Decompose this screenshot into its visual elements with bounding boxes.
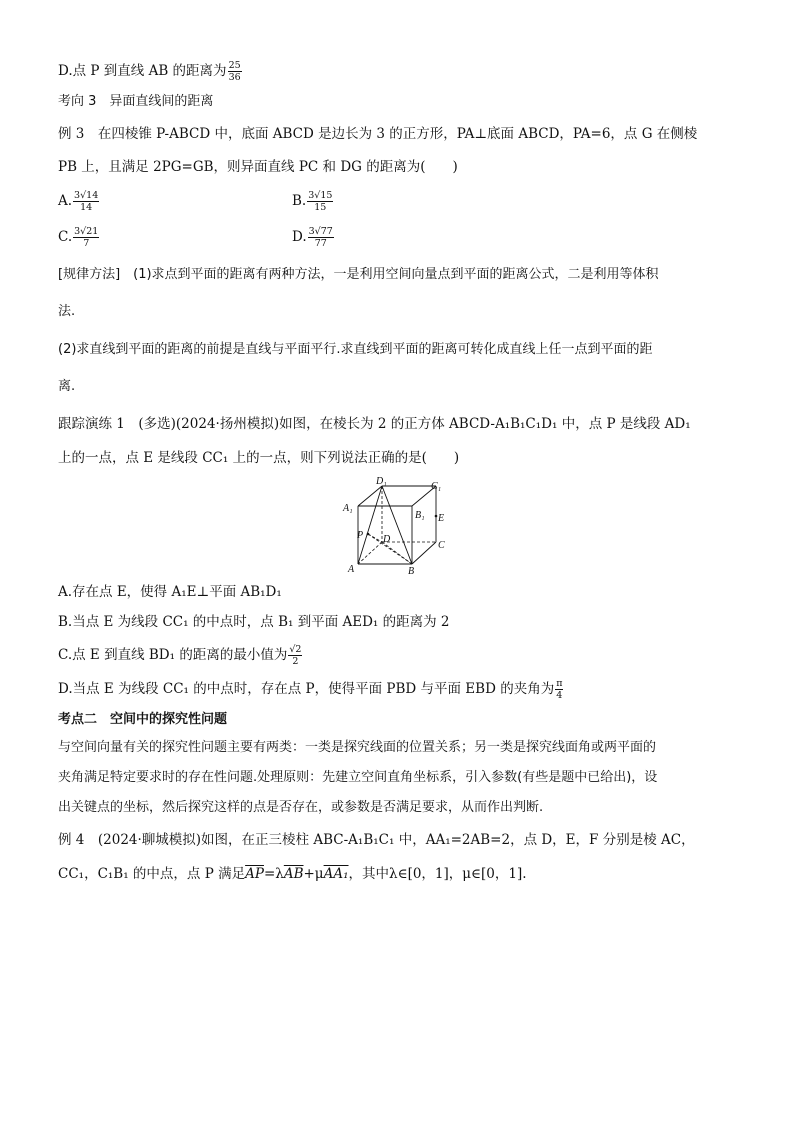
label-d1: D₁	[376, 476, 387, 487]
frac-den: 77	[314, 238, 327, 249]
point-p	[367, 533, 370, 536]
eq-lambda: =λ	[263, 866, 284, 882]
cube-figure	[338, 476, 460, 580]
fraction	[555, 678, 563, 701]
method-line2: 法.	[58, 304, 76, 319]
frac-num: π	[556, 678, 563, 689]
option-label: D.	[292, 229, 307, 245]
label-c: C	[438, 540, 445, 551]
method-line1: [规律方法] (1)求点到平面的距离有两种方法，一是利用空间向量点到平面的距离公式，二是利用等体积	[58, 267, 659, 282]
option-label: B.	[292, 193, 307, 209]
frac-den: 14	[80, 202, 93, 213]
option-label: A.	[58, 193, 73, 209]
fraction	[288, 644, 302, 667]
label-a: A	[348, 564, 355, 575]
label-b1: B₁	[415, 510, 425, 521]
example3-option-a	[58, 190, 100, 213]
example3-line2: PB 上，且满足 2PG=GB，则异面直线 PC 和 DG 的距离为( )	[58, 159, 458, 175]
example3-option-c	[58, 226, 100, 249]
edge-ad1	[358, 486, 382, 564]
frac-den: 2	[292, 656, 299, 667]
edge	[358, 486, 382, 506]
option-label: C.	[58, 229, 73, 245]
example4-line1: 例 4 (2024·聊城模拟)如图，在正三棱柱 ABC-A₁B₁C₁ 中，AA₁=2AB=2，点 D，E，F 分别是棱 AC，	[58, 832, 695, 848]
fraction	[73, 190, 99, 213]
vector-ap: $\overline{AP}$	[245, 866, 264, 882]
follow1-option-c	[58, 644, 303, 667]
follow1-line1: 跟踪演练 1 (多选)(2024·扬州模拟)如图，在棱长为 2 的正方体 ABCD-A₁B₁C₁D₁ 中，点 P 是线段 AD₁	[58, 416, 691, 432]
keypoint2-para-line2: 夹角满足特定要求时的存在性问题.处理原则：先建立空间直角坐标系，引入参数(有些是题中已给出)，设	[58, 770, 658, 785]
prev-option-d-text: D.点 P 到直线 AB 的距离为	[58, 63, 227, 79]
example3-option-b	[292, 190, 334, 213]
option-d-text: D.当点 E 为线段 CC₁ 的中点时，存在点 P，使得平面 PBD 与平面 EBD 的夹角为	[58, 681, 555, 697]
label-c1: C₁	[431, 481, 442, 492]
label-b: B	[408, 566, 415, 577]
frac-num: 3√77	[308, 226, 333, 237]
fraction	[308, 226, 334, 249]
section-k3-title: 考向 3 异面直线间的距离	[58, 94, 214, 109]
fraction	[73, 226, 99, 249]
fraction	[307, 190, 333, 213]
label-a1: A₁	[343, 503, 353, 514]
frac-num: 3√14	[74, 190, 99, 201]
option-c-text: C.点 E 到直线 BD₁ 的距离的最小值为	[58, 647, 288, 663]
frac-den: 15	[314, 202, 327, 213]
label-d: D	[383, 534, 391, 545]
follow1-option-d	[58, 678, 564, 701]
method-line4: 离.	[58, 379, 76, 394]
follow1-option-b: B.当点 E 为线段 CC₁ 的中点时，点 B₁ 到平面 AED₁ 的距离为 2	[58, 614, 450, 630]
frac-num: √2	[289, 644, 302, 655]
frac-den: 36	[228, 72, 241, 83]
edge	[412, 542, 436, 564]
example4-line2-end: ，其中λ∈[0，1]，μ∈[0，1].	[348, 866, 527, 882]
hidden-edge	[368, 534, 382, 542]
example4-line2	[58, 864, 527, 884]
label-e: E	[438, 513, 445, 524]
keypoint2-para-line3: 出关键点的坐标，然后探究这样的点是否存在，或参数是否满足要求，从而作出判断.	[58, 800, 544, 815]
follow1-line2: 上的一点，点 E 是线段 CC₁ 上的一点，则下列说法正确的是( )	[58, 450, 460, 466]
example4-line2-start: CC₁，C₁B₁ 的中点，点 P 满足	[58, 866, 246, 882]
prev-option-d	[58, 60, 243, 83]
example3-line1: 例 3 在四棱锥 P-ABCD 中，底面 ABCD 是边长为 3 的正方形，PA⊥底面 ABCD，PA=6，点 G 在侧棱	[58, 126, 698, 142]
fraction	[228, 60, 242, 83]
point-e	[435, 515, 438, 518]
example3-option-d	[292, 226, 335, 249]
label-p: P	[357, 530, 364, 541]
vector-ab: $\overline{AB}$	[283, 866, 304, 882]
edge-bd1	[382, 486, 412, 564]
frac-num: 25	[228, 60, 241, 71]
vector-aa1: AA₁	[323, 866, 349, 882]
frac-den: 7	[83, 238, 90, 249]
plus-mu: +μ	[303, 866, 324, 882]
follow1-option-a: A.存在点 E，使得 A₁E⊥平面 AB₁D₁	[58, 584, 282, 600]
keypoint2-title: 考点二 空间中的探究性问题	[58, 712, 228, 727]
keypoint2-para-line1: 与空间向量有关的探究性问题主要有两类：一类是探究线面的位置关系；另一类是探究线面角或两平面的	[58, 740, 657, 755]
method-line3: (2)求直线到平面的距离的前提是直线与平面平行.求直线到平面的距离可转化成直线上任一点到平面的距	[58, 342, 653, 357]
frac-den: 4	[556, 690, 563, 701]
frac-num: 3√21	[74, 226, 99, 237]
frac-num: 3√15	[308, 190, 333, 201]
